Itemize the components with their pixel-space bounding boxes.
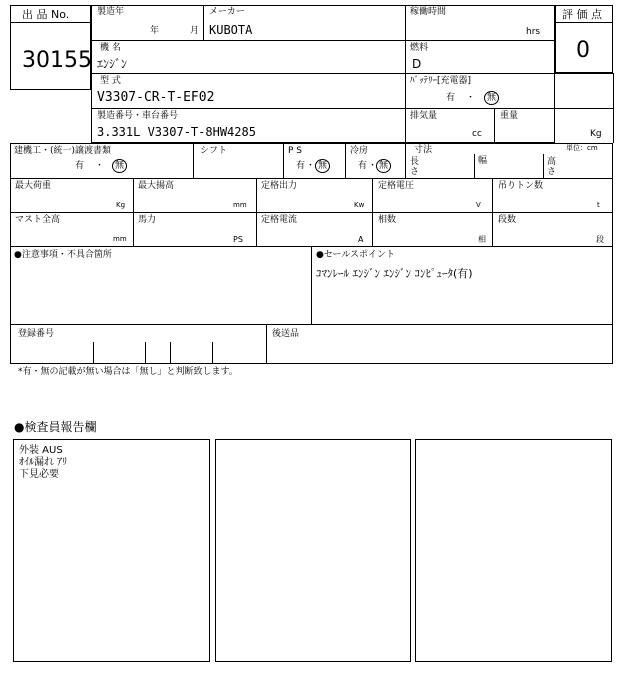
rated-voltage-label: 定格電圧	[378, 181, 415, 191]
line	[474, 154, 475, 178]
rated-output-unit: Kw	[354, 201, 365, 209]
rating-divider	[555, 22, 613, 23]
line	[283, 143, 284, 178]
cooling-label: 冷房	[350, 146, 369, 156]
length-label: 長さ	[410, 157, 420, 177]
serial-value: 3.331L V3307-T-8HW4285	[97, 125, 256, 139]
caution-label: ●注意事項・不具合箇所	[14, 250, 112, 260]
transfer-doc-label: 建機工・(統一)譲渡書類	[14, 146, 112, 156]
line	[405, 143, 406, 178]
line	[91, 40, 555, 41]
machine-name-value: ｴﾝｼﾞﾝ	[97, 57, 128, 71]
ps-dot: ・	[306, 161, 316, 171]
line	[311, 246, 312, 324]
phase-label: 相数	[378, 215, 397, 225]
serial-label: 製造番号・車台番号	[97, 111, 179, 121]
later-shipment-label: 後送品	[272, 329, 300, 339]
line	[266, 324, 267, 364]
line	[93, 342, 94, 364]
line	[170, 342, 171, 364]
hours-label: 稼働時間	[410, 7, 447, 17]
lot-no-divider	[10, 22, 91, 23]
ps-no-circled: 無	[315, 159, 330, 173]
transfer-doc-yes: 有	[75, 161, 85, 171]
horsepower-unit: PS	[233, 235, 243, 244]
mast-unit: mm	[113, 235, 127, 243]
lot-no-value: 30155	[22, 48, 92, 73]
max-load-label: 最大荷重	[15, 181, 52, 191]
rated-output-label: 定格出力	[261, 181, 298, 191]
phase-unit: 相	[478, 235, 486, 244]
hours-unit: hrs	[526, 27, 541, 37]
line	[405, 73, 613, 74]
line	[10, 212, 613, 213]
lot-no-label: 出 品 No.	[22, 8, 70, 21]
line	[405, 5, 406, 143]
cooling-dot: ・	[368, 161, 378, 171]
max-load-unit: Kg	[116, 201, 126, 209]
line	[494, 108, 495, 143]
dims-label: 寸法	[414, 145, 433, 155]
line	[492, 178, 493, 246]
dims-unit: 単位：cm	[566, 144, 598, 152]
model-value: V3307-CR-T-EF02	[97, 90, 215, 105]
line	[10, 178, 613, 179]
line	[145, 342, 146, 364]
line	[91, 108, 613, 109]
line	[372, 178, 373, 246]
displacement-unit: cc	[472, 129, 482, 139]
transfer-doc-dot: ・	[95, 161, 105, 171]
battery-dot: ・	[466, 93, 476, 103]
rated-current-unit: A	[358, 235, 364, 244]
stages-label: 段数	[498, 215, 517, 225]
fuel-label: 燃料	[410, 43, 429, 53]
machine-name-label: 機 名	[100, 43, 121, 53]
maker-label: メーカー	[209, 7, 245, 17]
hoist-unit: t	[597, 201, 600, 209]
month-label: 月	[190, 26, 200, 36]
line	[10, 324, 613, 325]
ps-label: P S	[288, 146, 303, 156]
mfg-year-label: 製造年	[97, 7, 125, 17]
rated-voltage-unit: V	[476, 201, 481, 209]
battery-yes: 有	[446, 93, 456, 103]
mast-label: マスト全高	[15, 215, 61, 225]
cooling-yes: 有	[358, 161, 368, 171]
inspector-note-2: ｵｲﾙ漏れ ｱﾘ	[19, 457, 68, 468]
line	[91, 73, 405, 74]
inspector-note-1: 外装 AUS	[19, 445, 63, 456]
sales-point-label: ●セールスポイント	[316, 250, 396, 260]
max-lift-unit: mm	[233, 201, 247, 209]
horsepower-label: 馬力	[138, 215, 157, 225]
line	[193, 143, 194, 178]
inspector-box-2	[215, 439, 411, 662]
registration-label: 登録番号	[18, 329, 55, 339]
max-lift-label: 最大揚高	[138, 181, 175, 191]
width-label: 幅	[478, 156, 488, 166]
inspector-title: ●検査員報告欄	[14, 420, 97, 434]
height-label: 高さ	[547, 157, 557, 177]
line	[543, 154, 544, 178]
inspector-note-3: 下見必要	[19, 469, 59, 480]
rating-label: 評 価 点	[562, 8, 602, 21]
ps-yes: 有	[296, 161, 306, 171]
line	[345, 143, 346, 178]
rated-current-label: 定格電流	[261, 215, 298, 225]
weight-label: 重量	[500, 111, 519, 121]
weight-unit: Kg	[590, 129, 602, 139]
line	[133, 178, 134, 246]
maker-value: KUBOTA	[209, 23, 253, 37]
year-label: 年	[150, 26, 160, 36]
battery-label: ﾊﾞｯﾃﾘｰ[充電器]	[410, 76, 472, 86]
stages-unit: 段	[596, 235, 604, 244]
hoist-label: 吊りトン数	[498, 181, 544, 191]
fuel-value: D	[412, 57, 422, 71]
rating-value: 0	[576, 38, 590, 63]
footnote: *有・無の記載が無い場合は「無し」と判断致します。	[18, 367, 238, 377]
cooling-no-circled: 無	[376, 159, 391, 173]
line	[203, 5, 204, 40]
inspector-box-3	[415, 439, 612, 662]
main-form-box	[91, 5, 555, 143]
line	[256, 178, 257, 246]
transfer-doc-no-circled: 無	[112, 159, 127, 173]
model-label: 型 式	[100, 76, 121, 86]
shift-label: シフト	[200, 146, 228, 156]
sales-point-text: ｺﾏﾝﾚｰﾙ ｴﾝｼﾞﾝ ｴﾝｼﾞﾝ ｺﾝﾋﾟｭｰﾀ(有)	[316, 267, 473, 280]
line	[613, 73, 614, 143]
displacement-label: 排気量	[410, 111, 438, 121]
line	[212, 342, 213, 364]
battery-no-circled: 無	[484, 91, 499, 105]
